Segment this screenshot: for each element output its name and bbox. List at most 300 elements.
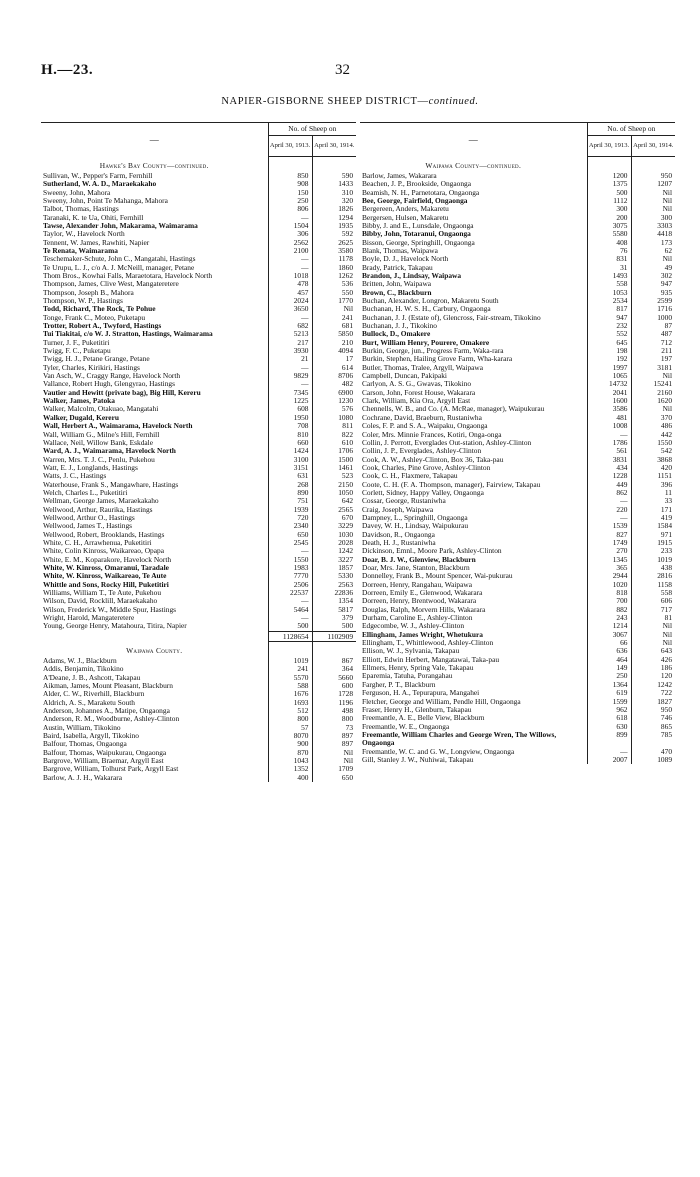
sheep-1913: 22537 (268, 589, 312, 597)
sheep-1913: 618 (587, 714, 631, 722)
sheep-1914: 320 (312, 197, 356, 205)
col-1913-header: April 30, 1913. (268, 136, 312, 157)
sheep-1913: — (268, 264, 312, 272)
owner-name: Bergersen, Hulsen, Makaretu (362, 212, 449, 222)
left-column (41, 122, 356, 782)
sheep-1913: 250 (268, 197, 312, 205)
sheep-1914: 173 (631, 239, 675, 247)
sheep-1913: 636 (587, 647, 631, 655)
owner-name: Anderson, Johannes A., Matipe, Ongaonga (43, 706, 170, 715)
sheep-1914: 11 (631, 489, 675, 497)
sheep-1913: — (587, 497, 631, 505)
page-title-suffix: continued. (428, 96, 479, 107)
sheep-1914: 300 (631, 214, 675, 222)
sheep-1914: 1019 (631, 556, 675, 564)
sheep-1914: 5660 (312, 674, 356, 682)
owner-name: Wellwood, Arthur O., Hastings (43, 512, 135, 522)
sheep-1913: 751 (268, 497, 312, 505)
sheep-1913: 870 (268, 749, 312, 757)
owner-name: Davey, W. H., Lindsay, Waipukurau (362, 521, 469, 531)
owner-name: Bullock, D., Omakere (362, 329, 431, 339)
owner-name: Te Urupu, L. J., c/o A. J. McNeill, manager, Petane (43, 262, 195, 272)
sheep-1914: 4418 (631, 230, 675, 238)
owner-name: Bisson, George, Springhill, Ongaonga (362, 237, 475, 247)
sheep-1914: 5330 (312, 572, 356, 580)
sheep-1913: 850 (268, 172, 312, 180)
owner-name: Welch, Charles L., Puketitiri (43, 487, 128, 497)
owner-name: Twigg, F. C., Puketapu (43, 346, 111, 356)
sheep-1913: 1200 (587, 172, 631, 180)
sheep-1913: 150 (268, 189, 312, 197)
sheep-1913: 3100 (268, 456, 312, 464)
total-row (41, 631, 356, 641)
owner-name: Fargher, P. T., Blackburn (362, 679, 436, 689)
sheep-1913: 1214 (587, 622, 631, 630)
sheep-1914: 1354 (312, 597, 356, 605)
owner-name: Wellwood, Robert, Brooklands, Hastings (43, 529, 165, 539)
owner-name: A'Deane, J. B., Ashcott, Takapau (43, 672, 141, 682)
table-row (41, 622, 356, 631)
sheep-1913: 243 (587, 614, 631, 622)
sheep-1914: 241 (312, 314, 356, 322)
sheep-1914: 614 (312, 364, 356, 372)
sheep-1913: 449 (587, 481, 631, 489)
owner-name: Adams, W. J., Blackburn (43, 655, 117, 665)
sheep-1914: 2565 (312, 506, 356, 514)
sheep-1914: 947 (631, 280, 675, 288)
sheep-1913: 300 (587, 205, 631, 213)
owner-name: Wallace, Neil, Willow Bank, Eskdale (43, 437, 154, 447)
sheep-1913: 1008 (587, 422, 631, 430)
owner-name: Thom Bros., Kowhai Falls, Maraetotara, Havelock North (43, 270, 213, 280)
sheep-1914: 865 (631, 723, 675, 731)
sheep-1913: — (268, 214, 312, 222)
sheep-1913: 2562 (268, 239, 312, 247)
sheep-1913: 1053 (587, 289, 631, 297)
owner-name: Cook, A. W., Ashley-Clinton, Box 36, Taka-pau (362, 454, 504, 464)
sheep-1914: 746 (631, 714, 675, 722)
owner-name: Burkin, George, jun., Progress Farm, Waka-rara (362, 346, 504, 356)
owner-name: Warren, Mrs. T. J. C., Penlu, Pukehou (43, 454, 155, 464)
sheep-1914: 1461 (312, 464, 356, 472)
sheep-1913: 1424 (268, 447, 312, 455)
owner-name: Burkin, Stephen, Hailing Grove Farm, Wha-karara (362, 354, 513, 364)
sheep-1914: 3868 (631, 456, 675, 464)
sheep-1914: 1158 (631, 581, 675, 589)
owner-name: Collin, J. P., Everglades, Ashley-Clinton (362, 446, 482, 456)
sheep-1913: — (587, 748, 631, 756)
sheep-1913: 1018 (268, 272, 312, 280)
sheep-1913: 1600 (587, 397, 631, 405)
owner-name: Vallance, Robert Hugh, Glengyrao, Hastings (43, 379, 175, 389)
sheep-1913: 198 (587, 347, 631, 355)
sheep-1914: 712 (631, 339, 675, 347)
sheep-1914: 197 (631, 355, 675, 363)
owner-name: Van Asch, W., Craggy Range, Havelock North (43, 371, 181, 381)
sheep-1914: 3303 (631, 222, 675, 230)
sheep-1913: 14732 (587, 380, 631, 388)
sheep-1914: Nil (631, 189, 675, 197)
owner-name: Tennent, W. James, Rawhiti, Napier (43, 237, 150, 247)
sheep-1913: 818 (587, 589, 631, 597)
sheep-1914: 1102909 (312, 631, 356, 641)
owner-name: Chennells, W. B., and Co. (A. McRae, manager), Waipukurau (362, 404, 545, 414)
owner-name: Te Renata, Waimarama (43, 245, 118, 255)
sheep-1913: 1539 (587, 522, 631, 530)
sheep-1914: 722 (631, 689, 675, 697)
owner-name: Beamish, N. H., Parnetotara, Ongaonga (362, 187, 480, 197)
sheep-1914: 2625 (312, 239, 356, 247)
sheep-1914: Nil (631, 639, 675, 647)
owner-name: Tonge, Frank C., Moteo, Puketapu (43, 312, 146, 322)
owner-name: Donnelley, Frank B., Mount Spencer, Wai-pukurau (362, 571, 513, 581)
owner-name: Taranaki, K. te Ua, Ohiti, Fernhill (43, 212, 144, 222)
sheep-1913: 882 (587, 606, 631, 614)
owner-name: Dickinson, Emnl., Moore Park, Ashley-Clinton (362, 546, 502, 556)
owner-name: Barlow, James, Wakarara (362, 170, 437, 180)
sheep-1913: — (268, 380, 312, 388)
owner-name: Wall, William G., Milne's Hill, Fernhill (43, 429, 160, 439)
sheep-1913: 1983 (268, 564, 312, 572)
owner-name: Twigg, H. J., Petane Grange, Petane (43, 354, 150, 364)
sheep-1914: 1716 (631, 305, 675, 313)
sheep-1914: 867 (312, 657, 356, 665)
sheep-1914: 2028 (312, 539, 356, 547)
owner-name: White, Colin Kinross, Waikareao, Opapa (43, 546, 164, 556)
sheep-1914: 2816 (631, 572, 675, 580)
owner-name: Trotter, Robert A., Twyford, Hastings (43, 321, 162, 331)
sheep-1914: 2150 (312, 481, 356, 489)
sheep-1913: 7345 (268, 389, 312, 397)
sheep-1914: 186 (631, 664, 675, 672)
sheep-1913: 500 (268, 622, 312, 631)
sheep-1914: 1915 (631, 539, 675, 547)
sheep-1914: 6900 (312, 389, 356, 397)
sheep-1914: 364 (312, 665, 356, 673)
owner-name: Sweeny, John, Mahora (43, 187, 111, 197)
sheep-table-right (360, 122, 675, 764)
owner-name: Fraser, Henry H., Glenburn, Takapau (362, 704, 472, 714)
owner-name: Campbell, Duncan, Pakipaki (362, 371, 447, 381)
owner-name (41, 631, 268, 641)
owner-name: Butler, Thomas, Tralee, Argyll, Waipawa (362, 362, 484, 372)
sheep-1913: 1225 (268, 397, 312, 405)
sheep-1914: 971 (631, 531, 675, 539)
sheep-1913: 268 (268, 481, 312, 489)
sheep-1914: 590 (312, 172, 356, 180)
sheep-1913: 512 (268, 707, 312, 715)
owner-name: Douglas, Ralph, Morvern Hills, Wakarara (362, 604, 486, 614)
sheep-1913: 1128654 (268, 631, 312, 641)
owner-name: Coote, C. H. (F. A. Thompson, manager), Fairview, Takapau (362, 479, 541, 489)
owner-name: Buchan, Alexander, Longron, Makaretu South (362, 296, 499, 305)
sheep-1913: 1504 (268, 222, 312, 230)
sheep-1914: 438 (631, 564, 675, 572)
sheep-1913: 232 (587, 322, 631, 330)
sheep-1913: 434 (587, 464, 631, 472)
sheep-1913: 76 (587, 247, 631, 255)
sheep-1914: Nil (631, 631, 675, 639)
owner-name: Tui Tiakitai, c/o W. J. Stratton, Hastings, Waimarama (43, 329, 213, 339)
sheep-1914: 211 (631, 347, 675, 355)
sheep-1913: 1786 (587, 439, 631, 447)
sheep-1913: 1352 (268, 765, 312, 773)
empty-cell (587, 157, 631, 172)
sheep-1913: 464 (587, 656, 631, 664)
owner-name: Freemantle, W. C. and G. W., Longview, Ongaonga (362, 746, 515, 756)
owner-name: Thompson, W. P., Hastings (43, 296, 123, 305)
sheep-1913: 478 (268, 280, 312, 288)
owner-name: Dorreen, Henry, Brentwood, Wakarara (362, 596, 477, 606)
sheep-1913: 9829 (268, 372, 312, 380)
sheep-1913: 1375 (587, 180, 631, 188)
owner-name: Wright, Harold, Mangateretere (43, 613, 135, 623)
sheep-1913: 66 (587, 639, 631, 647)
sheep-1914: 5850 (312, 330, 356, 338)
owner-name: Alder, C. W., Riverhill, Blackburn (43, 689, 145, 699)
sheep-1913: 57 (268, 724, 312, 732)
owner-name: Turner, J. F., Puketitiri (43, 337, 110, 347)
sheep-1914: 1230 (312, 397, 356, 405)
sheep-1913: 619 (587, 689, 631, 697)
owner-name: Baird, Isabella, Argyll, Tikokino (43, 731, 139, 741)
sheep-1914: 2160 (631, 389, 675, 397)
owner-name: Wall, Herbert A., Waimarama, Havelock North (43, 421, 193, 431)
empty-cell (268, 157, 312, 172)
sheep-1914: 600 (312, 682, 356, 690)
sheep-1914: 1584 (631, 522, 675, 530)
sheep-1913: 682 (268, 322, 312, 330)
owner-name: Ellingham, T., Whittlewood, Ashley-Clinton (362, 638, 494, 648)
sheep-1913: 2506 (268, 581, 312, 589)
sheep-1913: 3151 (268, 464, 312, 472)
sheep-1914: 1000 (631, 314, 675, 322)
owner-name: Bee, George, Fairfield, Ongaonga (362, 195, 468, 205)
owner-name: Burt, William Henry, Pourere, Omakere (362, 337, 490, 347)
sheep-1914: 1080 (312, 414, 356, 422)
sheep-1914: 800 (312, 715, 356, 723)
sheep-1913: 3067 (587, 631, 631, 639)
sheep-1913: — (587, 514, 631, 522)
sheep-1913: 2024 (268, 297, 312, 305)
sheep-1914: 4094 (312, 347, 356, 355)
sheep-1913: 862 (587, 489, 631, 497)
owner-name: Addis, Benjamin, Tikokino (43, 664, 124, 674)
sheep-1913: 1599 (587, 698, 631, 706)
sheep-1914: 1196 (312, 699, 356, 707)
owner-name: Sullivan, W., Pepper's Farm, Fernhill (43, 170, 153, 180)
sheep-1914: 1728 (312, 690, 356, 698)
sheep-1913: — (268, 364, 312, 372)
sheep-1913: 1676 (268, 690, 312, 698)
owner-name: Balfour, Thomas, Ongaonga (43, 739, 127, 749)
sheep-1913: 21 (268, 355, 312, 363)
owner-name: Coler, Mrs. Minnie Frances, Kotiri, Onga-onga (362, 429, 502, 439)
sheep-1913: 1019 (268, 657, 312, 665)
owner-name: Buchanan, J. J., Tikokino (362, 321, 437, 331)
sheep-1914: 210 (312, 339, 356, 347)
sheep-1914: 171 (631, 506, 675, 514)
sheep-1914: 1242 (312, 547, 356, 555)
owner-name: Sutherland, W. A. D., Maraekakaho (43, 179, 157, 189)
sheep-1914: 5817 (312, 606, 356, 614)
sheep-1913: 220 (587, 506, 631, 514)
sheep-1914: 3580 (312, 247, 356, 255)
owner-name: Wilson, David, Rocklill, Maraekakaho (43, 596, 158, 606)
section-heading-row (360, 157, 675, 172)
sheep-1914: Nil (631, 622, 675, 630)
owner-name: Sweeny, John, Point Te Mahanga, Mahora (43, 195, 168, 205)
sheep-1914: 822 (312, 431, 356, 439)
sheep-1913: 3930 (268, 347, 312, 355)
sheep-1914: 73 (312, 724, 356, 732)
sheep-1914: 3229 (312, 522, 356, 530)
owner-name: White, W. Kinross, Waikareao, Te Aute (43, 571, 167, 581)
owner-name: Barlow, A. J. H., Wakarara (43, 772, 123, 782)
sheep-1913: 962 (587, 706, 631, 714)
sheep-1914: 486 (631, 422, 675, 430)
empty-cell (312, 642, 356, 657)
owner-name: Davidson, R., Ongaonga (362, 529, 435, 539)
empty-cell (312, 157, 356, 172)
sheep-1914: 1433 (312, 180, 356, 188)
sheep-1914: 576 (312, 405, 356, 413)
sheep-1914: 470 (631, 748, 675, 756)
sheep-1914: 785 (631, 731, 675, 748)
sheep-1914: 15241 (631, 380, 675, 388)
owner-name: Ward, A. J., Waimarama, Havelock North (43, 446, 176, 456)
sheep-1914: 420 (631, 464, 675, 472)
owner-name: Ferguson, H. A., Tepurapura, Mangahei (362, 688, 480, 698)
sheep-1913: 3586 (587, 405, 631, 413)
sheep-1914: 1860 (312, 264, 356, 272)
sheep-1914: 498 (312, 707, 356, 715)
sheep-1913: 3831 (587, 456, 631, 464)
sheep-1914: 1770 (312, 297, 356, 305)
table-row (360, 756, 675, 764)
sheep-1914: 1500 (312, 456, 356, 464)
owner-name: Doar, Mrs. Jane, Stanton, Blackburn (362, 563, 470, 572)
owner-name: Cochrane, David, Braeburn, Rustaniwha (362, 412, 482, 422)
sheep-1913: — (268, 255, 312, 263)
sheep-1913: 1364 (587, 681, 631, 689)
owner-name: White, E. M., Koparakore, Havelock North (43, 554, 172, 564)
sheep-1913: 5464 (268, 606, 312, 614)
sheep-1914: 419 (631, 514, 675, 522)
owner-name: Brady, Patrick, Takapau (362, 262, 433, 272)
owner-name: Freemantle, William Charles and George Wren, The Willows, Ongaonga (362, 729, 557, 748)
owner-name: Ellison, W. J., Sylvania, Takapau (362, 646, 460, 656)
sheep-1914: Nil (631, 197, 675, 205)
sheep-1914: 426 (631, 656, 675, 664)
sheep-1913: — (587, 431, 631, 439)
sheep-1913: 899 (587, 731, 631, 748)
owner-name: Carlyon, A. S. G., Gwavas, Tikokino (362, 379, 472, 389)
sheep-1913: 900 (268, 740, 312, 748)
sheep-1914: 650 (312, 774, 356, 782)
sheep-1914: 62 (631, 247, 675, 255)
sheep-1913: 149 (587, 664, 631, 672)
sheep-1913: 1693 (268, 699, 312, 707)
owner-name: Death, H. J., Rustaniwha (362, 537, 436, 547)
sheep-1914: 1207 (631, 180, 675, 188)
section-heading: Waipawa County—continued. (425, 160, 522, 170)
sheep-1914: 897 (312, 732, 356, 740)
sheep-1913: 2340 (268, 522, 312, 530)
sheep-1913: 306 (268, 230, 312, 238)
sheep-1914: 950 (631, 706, 675, 714)
sheep-1913: 650 (268, 531, 312, 539)
sheep-1913: 700 (587, 597, 631, 605)
sheep-1913: 481 (587, 414, 631, 422)
owner-name: Bibby, J. and E., Lunsdale, Ongaonga (362, 220, 474, 230)
sheep-1914: 1709 (312, 765, 356, 773)
sheep-1913: 708 (268, 422, 312, 430)
sheep-1913: 1065 (587, 372, 631, 380)
owner-name: Waterhouse, Frank S., Mangawhare, Hastings (43, 479, 179, 489)
sheep-1913: 1020 (587, 581, 631, 589)
owner-name: Blank, Thomas, Waipawa (362, 245, 438, 255)
owner-name: Aikman, James, Mount Pleasant, Blackburn (43, 680, 173, 690)
sheep-1914: 1706 (312, 447, 356, 455)
sheep-1914: Nil (631, 205, 675, 213)
owner-name: Aldrich, A. S., Maraketu South (43, 697, 135, 707)
sheep-1914: 542 (631, 447, 675, 455)
sheep-1914: 500 (312, 622, 356, 631)
sheep-1914: 1826 (312, 205, 356, 213)
owner-name: Walker, James, Patoka (43, 396, 115, 406)
sheep-1914: 482 (312, 380, 356, 388)
sheep-1913: 5213 (268, 330, 312, 338)
sheep-1913: 660 (268, 439, 312, 447)
sheep-1913: — (268, 314, 312, 322)
sheep-1914: 950 (631, 172, 675, 180)
sheep-1914: 1151 (631, 472, 675, 480)
owner-name: Bergereen, Anders, Makaretu (362, 204, 449, 214)
owner-name: Freemantle, A. E., Belle View, Blackburn (362, 713, 485, 723)
owner-name: Ellmers, Henry, Spring Vale, Takapau (362, 663, 474, 673)
sheep-1914: 17 (312, 355, 356, 363)
owner-name: Bibby, John, Totaranui, Ongaonga (362, 229, 471, 239)
sheep-1914: 1262 (312, 272, 356, 280)
sheep-1913: 31 (587, 264, 631, 272)
sheep-1913: 500 (587, 189, 631, 197)
sheep-1914: 897 (312, 740, 356, 748)
owner-name: Anderson, R. M., Woodburne, Ashley-Clinton (43, 714, 180, 724)
col-1913-header: April 30, 1913. (587, 136, 631, 157)
owner-name: Fletcher, George and William, Pendle Hill, Ongaonga (362, 696, 521, 706)
owner-name: Tawse, Alexander John, Makarama, Waimarama (43, 220, 198, 230)
sheep-1913: 1112 (587, 197, 631, 205)
owner-name: Dorreen, Emily E., Glenwood, Wakarara (362, 588, 483, 598)
sheep-1914: Nil (631, 255, 675, 263)
sheep-1913: 1228 (587, 472, 631, 480)
sheep-1914: 2599 (631, 297, 675, 305)
owner-name: White, W. Kinross, Omaranui, Taradale (43, 563, 169, 572)
owner-name: Brown, C., Blackburn (362, 287, 432, 297)
owner-name: Buchanan, H. W. S. H., Carbury, Ongaonga (362, 304, 491, 314)
owner-name: Dampney, L., Springhill, Ongaonga (362, 512, 468, 522)
table-row (360, 731, 675, 748)
sheep-1914: 8706 (312, 372, 356, 380)
sheep-1914: 643 (631, 647, 675, 655)
sheep-1913: 827 (587, 531, 631, 539)
sheep-1913: 270 (587, 547, 631, 555)
owner-name: Freemantle, W. E., Ongaonga (362, 721, 450, 731)
owner-name: Collin, J. Perrott, Everglades Out-station, Ashley-Clinton (362, 437, 532, 447)
owner-name: Britten, John, Waipawa (362, 279, 432, 289)
sheep-1914: 22836 (312, 589, 356, 597)
